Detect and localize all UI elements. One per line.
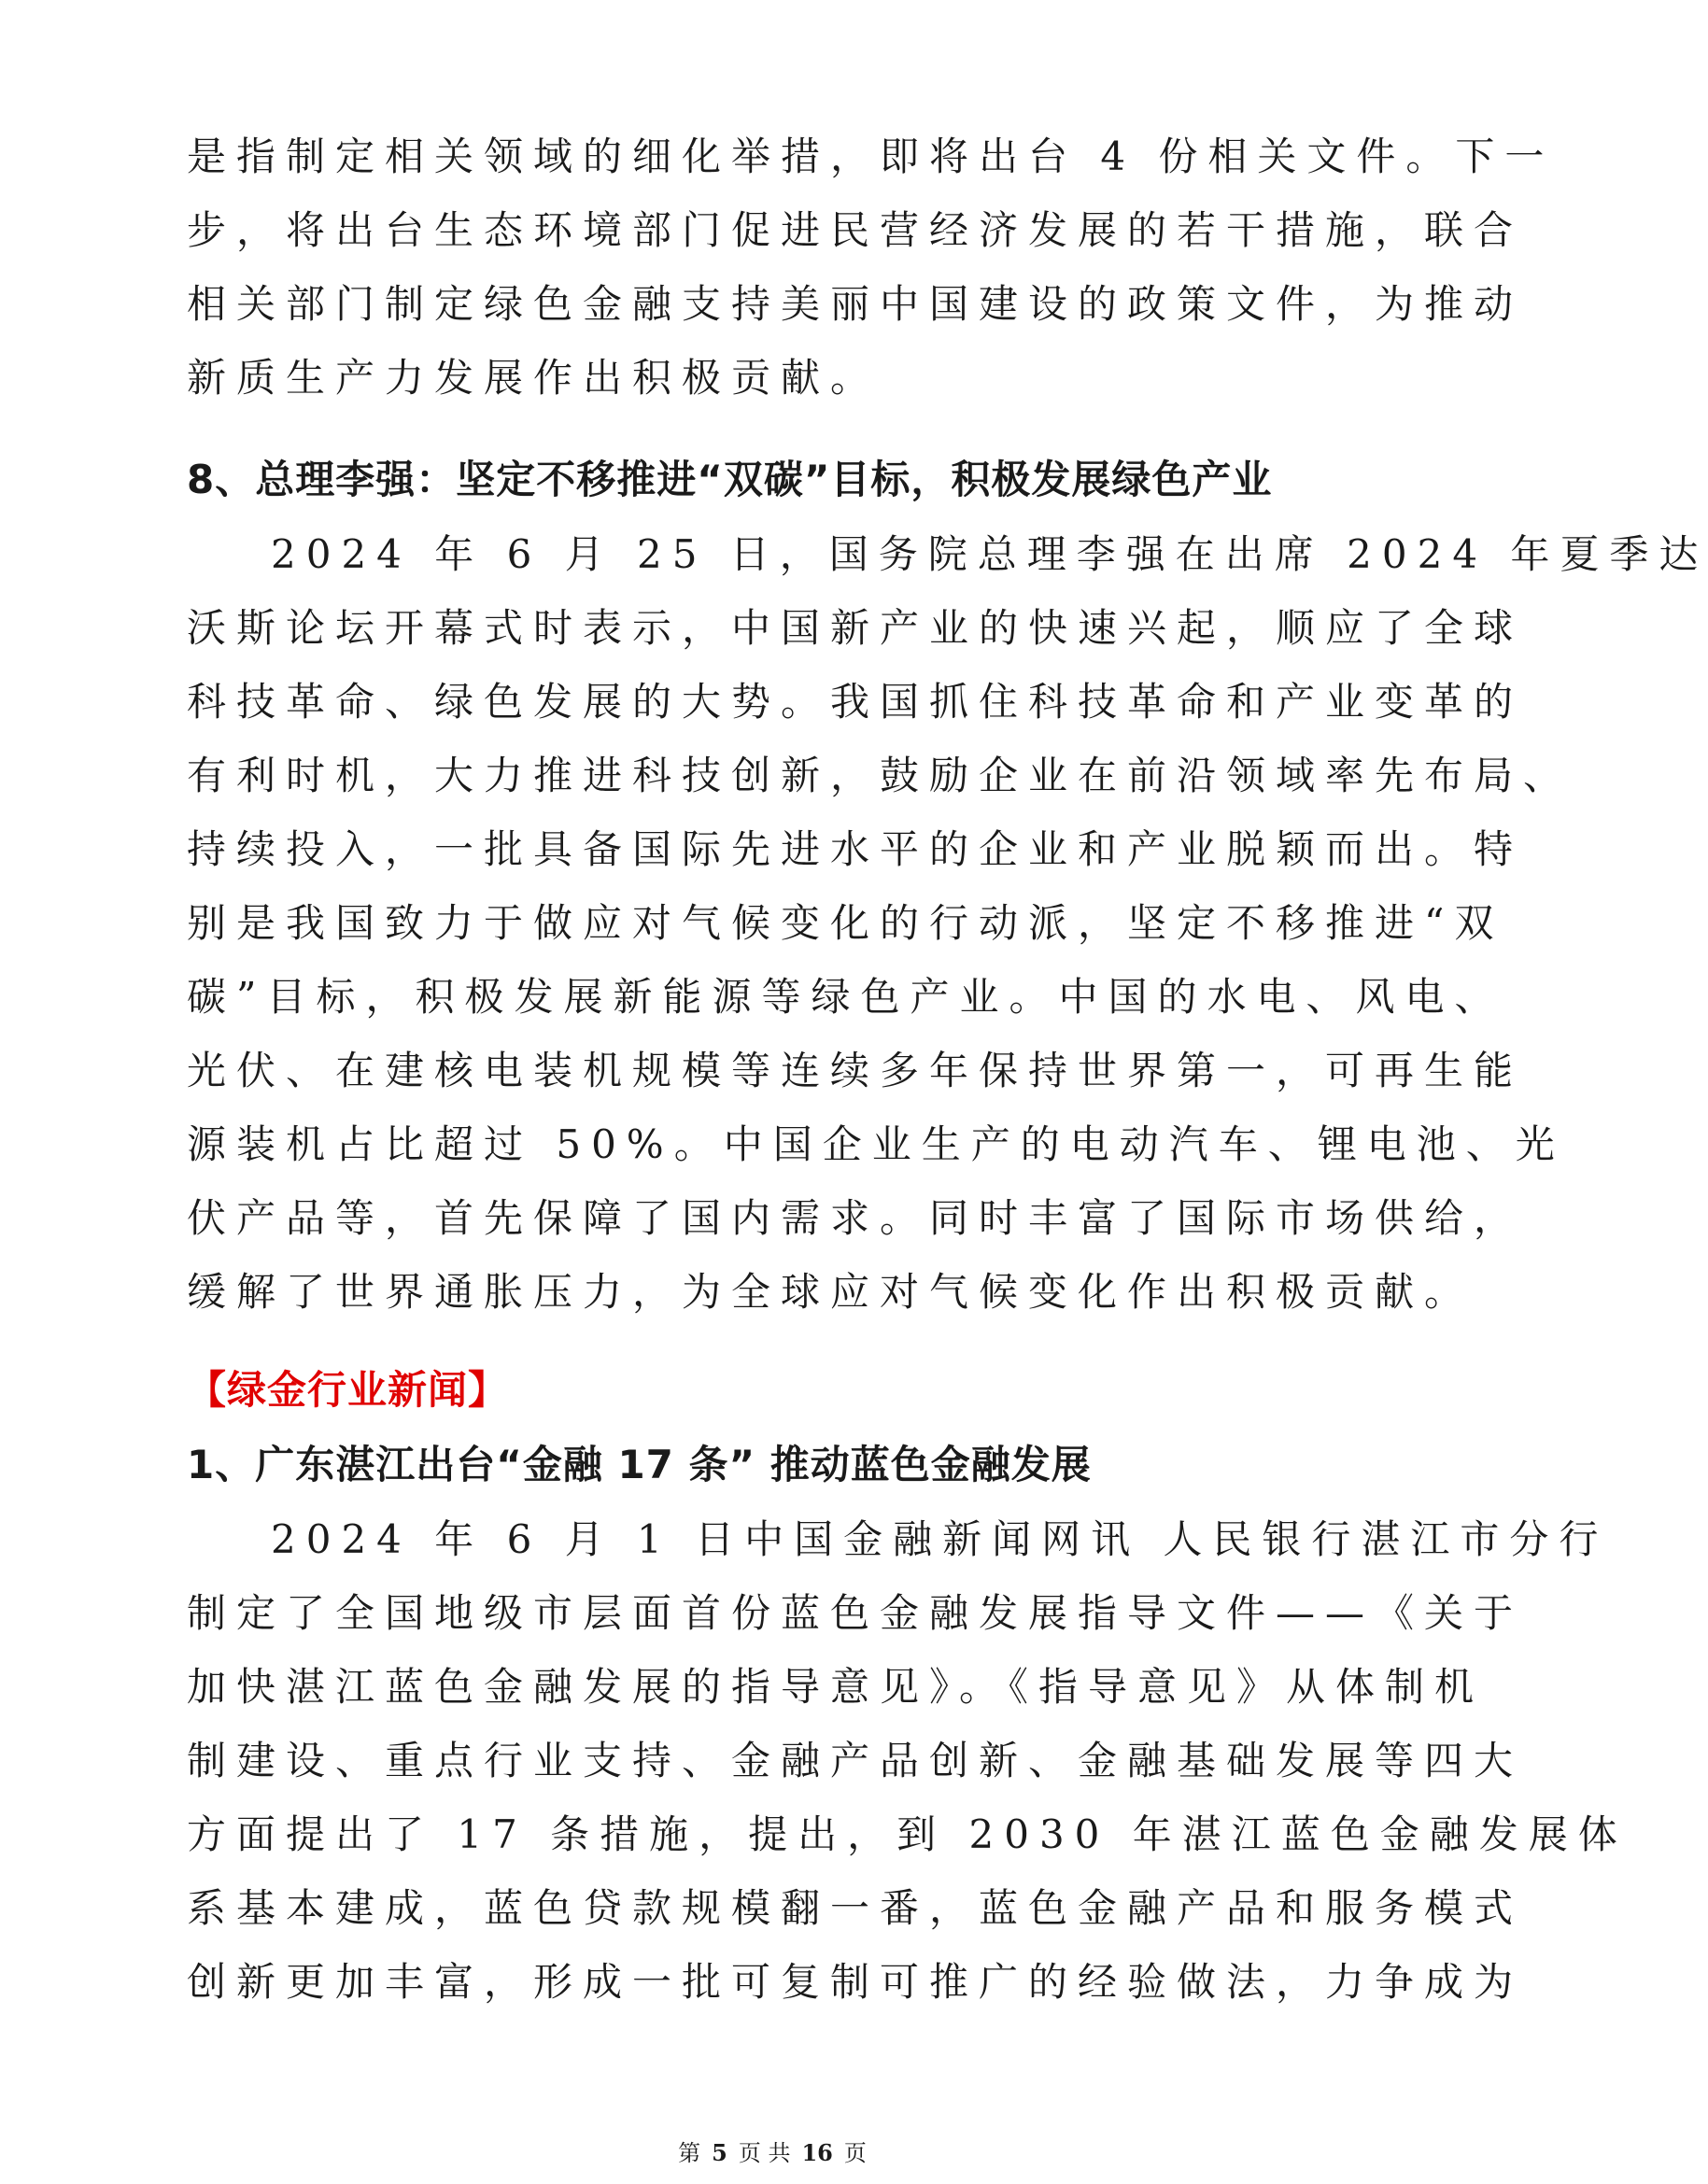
text-line: 碳”目标，积极发展新能源等绿色产业。中国的水电、风电、 bbox=[187, 974, 1504, 1020]
text-line: 系基本建成，蓝色贷款规模翻一番，蓝色金融产品和服务模式 bbox=[187, 1885, 1524, 1931]
section-tag-industry-news: 【绿金行业新闻】 bbox=[187, 1367, 509, 1413]
text-line: 缓解了世界通胀压力，为全球应对气候变化作出积极贡献。 bbox=[187, 1269, 1475, 1315]
footer-suffix: 页 bbox=[843, 2140, 867, 2166]
text-line: 方面提出了 17 条措施，提出，到 2030 年湛江蓝色金融发展体 bbox=[187, 1811, 1628, 1857]
text-line: 光伏、在建核电装机规模等连续多年保持世界第一，可再生能 bbox=[187, 1048, 1524, 1093]
text-line: 步，将出台生态环境部门促进民营经济发展的若干措施，联合 bbox=[187, 207, 1524, 253]
text-line: 源装机占比超过 50%。中国企业生产的电动汽车、锂电池、光 bbox=[187, 1121, 1565, 1167]
footer-total-pages: 16 bbox=[801, 2139, 833, 2166]
item8-paragraph bbox=[187, 517, 1708, 1329]
text-line: 伏产品等，首先保障了国内需求。同时丰富了国际市场供给， bbox=[187, 1195, 1524, 1241]
text-line: 别是我国致力于做应对气候变化的行动派，坚定不移推进“双 bbox=[187, 900, 1504, 946]
page-footer bbox=[0, 2135, 1545, 2167]
footer-middle: 页 共 bbox=[738, 2140, 791, 2166]
text-line: 持续投入，一批具备国际先进水平的企业和产业脱颖而出。特 bbox=[187, 826, 1524, 872]
text-line: 科技革命、绿色发展的大势。我国抓住科技革命和产业变革的 bbox=[187, 679, 1524, 725]
text-line: 2024 年 6 月 25 日，国务院总理李强在出席 2024 年夏季达 bbox=[271, 531, 1708, 577]
footer-prefix: 第 bbox=[678, 2140, 701, 2166]
footer-page-number: 5 bbox=[712, 2139, 727, 2166]
text-line: 制建设、重点行业支持、金融产品创新、金融基础发展等四大 bbox=[187, 1738, 1524, 1783]
text-line: 新质生产力发展作出积极贡献。 bbox=[187, 355, 881, 401]
item8-heading: 8、总理李强：坚定不移推进“双碳”目标，积极发展绿色产业 bbox=[187, 457, 1273, 502]
text-line: 沃斯论坛开幕式时表示，中国新产业的快速兴起，顺应了全球 bbox=[187, 605, 1524, 651]
text-line: 相关部门制定绿色金融支持美丽中国建设的政策文件，为推动 bbox=[187, 281, 1524, 327]
news1-paragraph bbox=[187, 1502, 1628, 2019]
news1-heading: 1、广东湛江出台“金融 17 条” 推动蓝色金融发展 bbox=[187, 1442, 1092, 1487]
document-page bbox=[187, 120, 1708, 2019]
text-line: 2024 年 6 月 1 日中国金融新闻网讯 人民银行湛江市分行 bbox=[271, 1516, 1609, 1562]
text-line: 加快湛江蓝色金融发展的指导意见》。《指导意见》从体制机 bbox=[187, 1664, 1485, 1710]
text-line: 制定了全国地级市层面首份蓝色金融发展指导文件——《关于 bbox=[187, 1590, 1524, 1636]
text-line: 有利时机，大力推进科技创新，鼓励企业在前沿领域率先布局、 bbox=[187, 753, 1574, 798]
text-line: 是指制定相关领域的细化举措，即将出台 4 份相关文件。下一 bbox=[187, 134, 1555, 179]
text-line: 创新更加丰富，形成一批可复制可推广的经验做法，力争成为 bbox=[187, 1959, 1524, 2005]
intro-paragraph bbox=[187, 120, 1555, 415]
